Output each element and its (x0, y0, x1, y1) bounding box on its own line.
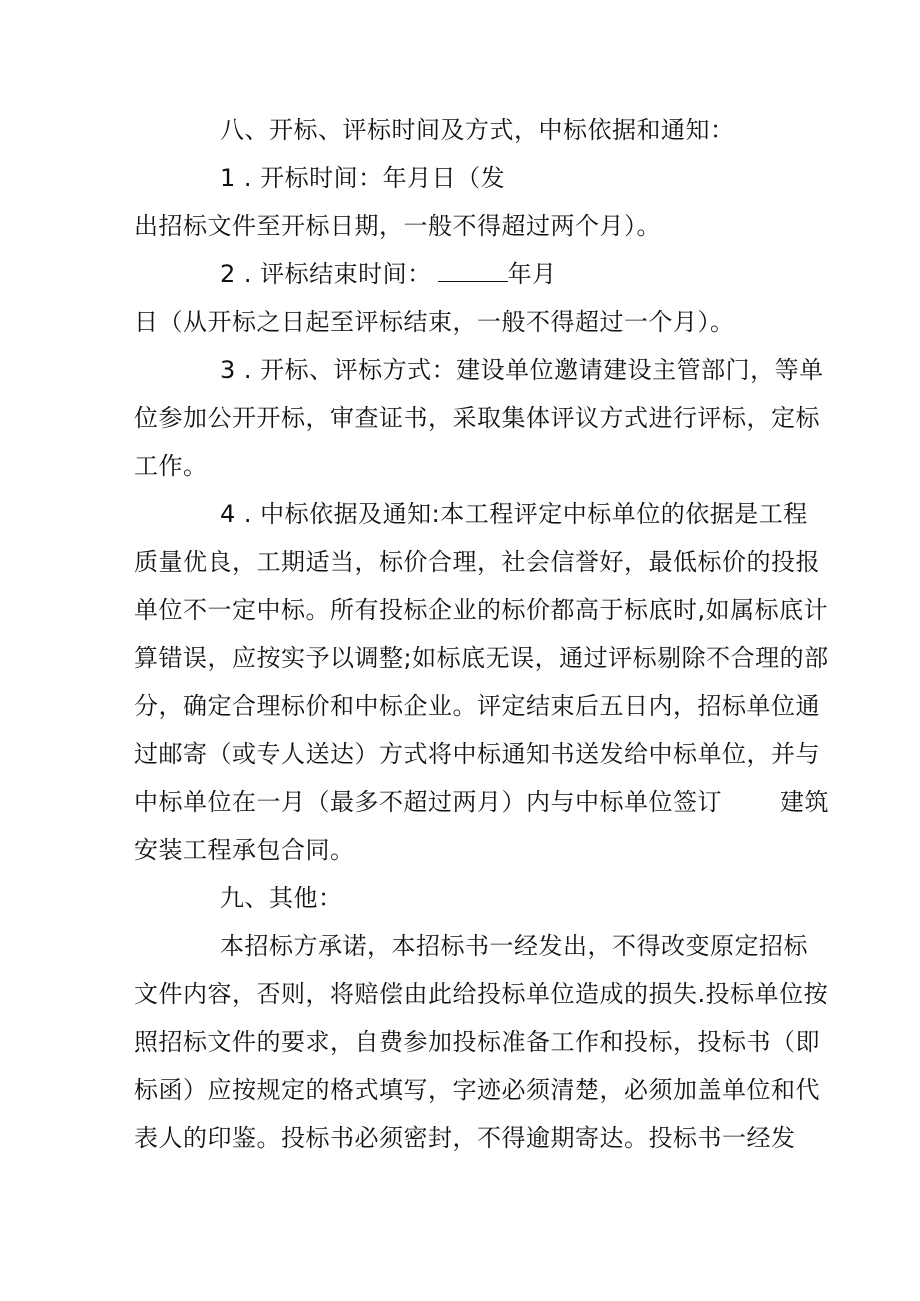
paragraph-line: 工作。 (134, 452, 208, 480)
paragraph-line: 1 . 开标时间：年月日（发 (220, 164, 506, 192)
section-heading-9: 九、其他： (220, 884, 343, 912)
document-body (134, 106, 829, 1162)
paragraph-line: 单位不一定中标。所有投标企业的标价都高于标底时,如属标底计 (134, 596, 829, 624)
fill-in-blank (438, 253, 508, 282)
paragraph-line: 中标单位在一月（最多不超过两月）内与中标单位签订 建筑 (134, 788, 829, 816)
paragraph-line: 3 . 开标、评标方式：建设单位邀请建设主管部门，等单 (220, 356, 824, 384)
section-heading-8: 八、开标、评标时间及方式，中标依据和通知： (220, 116, 735, 144)
paragraph-line: 文件内容，否则，将赔偿由此给投标单位造成的损失.投标单位按 (134, 980, 829, 1008)
paragraph-line: 日（从开标之日起至评标结束，一般不得超过一个月）。 (134, 308, 735, 336)
paragraph-line: 算错误，应按实予以调整;如标底无误，通过评标剔除不合理的部 (134, 644, 829, 672)
paragraph-line: 分，确定合理标价和中标企业。评定结束后五日内，招标单位通 (134, 692, 820, 720)
paragraph-line: 安装工程承包合同。 (134, 836, 355, 864)
paragraph-line: 出招标文件至开标日期，一般不得超过两个月）。 (134, 212, 661, 240)
paragraph-line: 过邮寄（或专人送达）方式将中标通知书送发给中标单位，并与 (134, 740, 820, 768)
paragraph-line: 4 . 中标依据及通知:本工程评定中标单位的依据是工程 (220, 500, 808, 528)
paragraph-line: 标函）应按规定的格式填写，字迹必须清楚，必须加盖单位和代 (134, 1076, 820, 1104)
paragraph-line: 2 . 评标结束时间： 年月 (134, 250, 796, 298)
paragraph-line: 质量优良，工期适当，标价合理，社会信誉好，最低标价的投报 (134, 548, 820, 576)
paragraph-line: 本招标方承诺，本招标书一经发出，不得改变原定招标 (220, 932, 808, 960)
paragraph-line: 位参加公开开标，审查证书，采取集体评议方式进行评标，定标 (134, 404, 820, 432)
paragraph-line: 表人的印鉴。投标书必须密封，不得逾期寄达。投标书一经发 (134, 1124, 796, 1152)
paragraph-line: 照招标文件的要求，自费参加投标准备工作和投标，投标书（即 (134, 1028, 820, 1056)
